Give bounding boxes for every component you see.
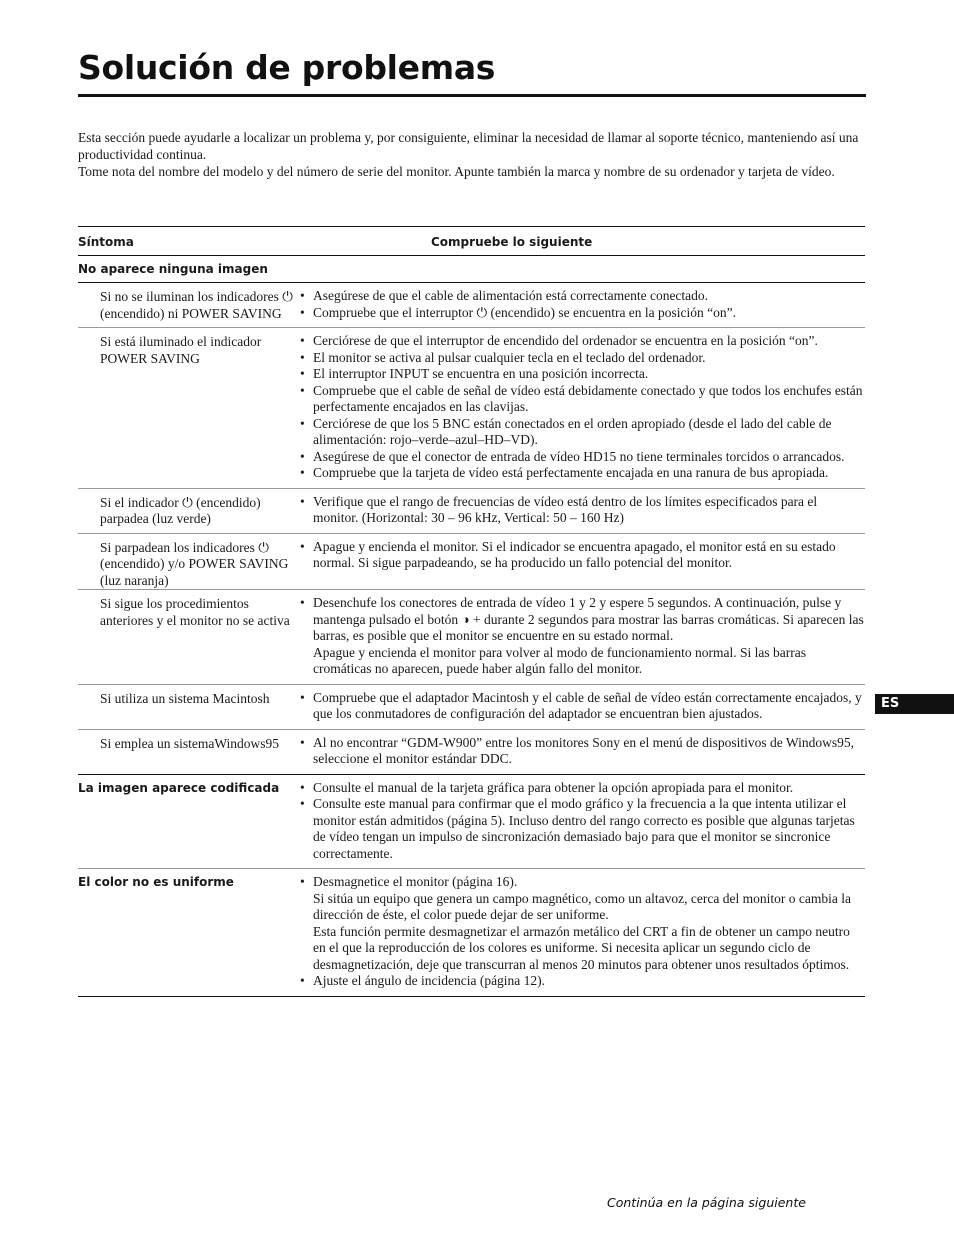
table-row (78, 488, 865, 533)
check-item: • Compruebe que la tarjeta de vídeo está perfectamente encajada en una ranura de bus apropiada. (300, 465, 865, 482)
continued-note: Continúa en la página siguiente (607, 1195, 806, 1210)
check-item: • Consulte este manual para confirmar que el modo gráfico y la frecuencia a la que intenta utilizar el monitor están admitidos (página 5). Incluso dentro del rango correcto es posible que algunas tarjetas de vídeo tengan un impulso de sincronización demasiado bajo para que el monitor se sincronice correctamente. (300, 796, 865, 862)
language-tab: ES (875, 694, 954, 714)
table-row (78, 327, 865, 488)
group-heading (78, 256, 865, 283)
intro-text (78, 129, 866, 180)
symptom-cell: Si no se iluminan los indicadores ⏻ (encendido) ni POWER SAVING (100, 289, 293, 321)
check-item: • Compruebe que el interruptor ⏻ (encendido) se encuentra en la posición “on”. (300, 305, 865, 322)
check-item: • Verifique que el rango de frecuencias de vídeo está dentro de los límites especificados para el monitor. (Horizontal: 30 – 96 kHz, Vertical: 50 – 160 Hz) (300, 494, 865, 527)
table-row (78, 868, 865, 996)
symptom-cell: Si emplea un sistemaWindows95 (100, 735, 280, 751)
symptom-cell: El color no es uniforme (78, 875, 234, 889)
check-item: • Al no encontrar “GDM-W900” entre los monitores Sony en el menú de dispositivos de Windows95, seleccione el monitor estándar DDC. (300, 735, 865, 768)
symptom-cell: Si parpadean los indicadores ⏻ (encendido) y/o POWER SAVING (luz naranja) (100, 539, 289, 588)
check-item: • El monitor se activa al pulsar cualquier tecla en el teclado del ordenador. (300, 350, 865, 367)
check-item: • El interruptor INPUT se encuentra en una posición incorrecta. (300, 366, 865, 383)
table-row (78, 774, 865, 869)
check-item: • Compruebe que el cable de señal de vídeo está debidamente conectado y que todos los enchufes están perfectamente encajados en las clavijas. (300, 383, 865, 416)
check-item: • Compruebe que el adaptador Macintosh y el cable de señal de vídeo están correctamente encajados, y que los conmutadores de configuración del adaptador se encuentran bien ajustados. (300, 690, 865, 723)
check-item: • Desenchufe los conectores de entrada de vídeo 1 y 2 y espere 5 segundos. A continuación, pulse y mantenga pulsado el botón ◑ + durante 2 segundos para mostrar las barras cromáticas. Si aparecen las barras, es posible que el monitor se encuentre en su estado normal. Apague y encienda el monitor para volver al modo de funcionamiento normal. Si las barras cromáticas no aparecen, puede haber algún fallo del monitor. (300, 595, 865, 678)
troubleshooting-table (78, 226, 865, 997)
table-row (78, 729, 865, 774)
column-header-check: Compruebe lo siguiente (431, 235, 593, 249)
table-bottom-rule (78, 996, 865, 997)
symptom-cell: Si está iluminado el indicador POWER SAVING (100, 334, 262, 366)
check-item: • Asegúrese de que el conector de entrada de vídeo HD15 no tiene terminales torcidos o arrancados. (300, 449, 865, 466)
symptom-cell: La imagen aparece codificada (78, 780, 280, 795)
check-list (300, 328, 865, 488)
table-row (78, 684, 865, 729)
check-list (300, 869, 865, 996)
check-item: • Asegúrese de que el cable de alimentación está correctamente conectado. (300, 288, 865, 305)
intro-paragraph: Tome nota del nombre del modelo y del número de serie del monitor. Apunte también la marca y nombre de su ordenador y tarjeta de vídeo. (78, 164, 835, 179)
table-row (78, 533, 865, 590)
check-item: • Ajuste el ángulo de incidencia (página 12). (300, 973, 865, 990)
group-rows (78, 283, 865, 774)
check-item: • Cerciórese de que los 5 BNC están conectados en el orden apropiado (desde el lado del cable de alimentación: rojo–verde–azul–HD–VD). (300, 416, 865, 449)
check-item: • Cerciórese de que el interruptor de encendido del ordenador se encuentra en la posición “on”. (300, 333, 865, 350)
symptom-cell: Si utiliza un sistema Macintosh (100, 690, 270, 706)
page-title: Solución de problemas (78, 48, 496, 87)
table-header (78, 226, 865, 256)
table-row (78, 589, 865, 684)
symptom-cell: Si el indicador ⏻ (encendido) parpadea (luz verde) (100, 494, 261, 526)
check-list (300, 730, 865, 774)
check-list (300, 590, 865, 684)
column-header-symptom: Síntoma (78, 235, 134, 249)
check-list (300, 775, 865, 869)
check-item: • Desmagnetice el monitor (página 16). Si sitúa un equipo que genera un campo magnético, como un altavoz, cerca del monitor o cambia la dirección de éste, el color puede dejar de ser uniforme. Esta función permite desmagnetizar el armazón metálico del CRT a fin de obtener un campo neutro en el que la reproducción de los colores es uniforme. Si necesita aplicar un segundo ciclo de desmagnetización, deje que transcurran al menos 20 minutos para obtener unos resultados óptimos. (300, 874, 865, 973)
table-row (78, 283, 865, 327)
check-list (300, 534, 865, 590)
group-title: No aparece ninguna imagen (78, 262, 268, 276)
check-list (300, 685, 865, 729)
check-item: • Consulte el manual de la tarjeta gráfica para obtener la opción apropiada para el monitor. (300, 780, 865, 797)
symptom-cell: Si sigue los procedimientos anteriores y el monitor no se activa (100, 596, 290, 628)
check-list (300, 489, 865, 533)
intro-paragraph: Esta sección puede ayudarle a localizar un problema y, por consiguiente, eliminar la necesidad de llamar al soporte técnico, manteniendo así una productividad continua. (78, 130, 859, 162)
check-list (300, 283, 865, 327)
check-item: • Apague y encienda el monitor. Si el indicador se encuentra apagado, el monitor está en su estado normal. Si sigue parpadeando, se ha producido un fallo potencial del monitor. (300, 539, 865, 572)
title-rule (78, 94, 866, 97)
